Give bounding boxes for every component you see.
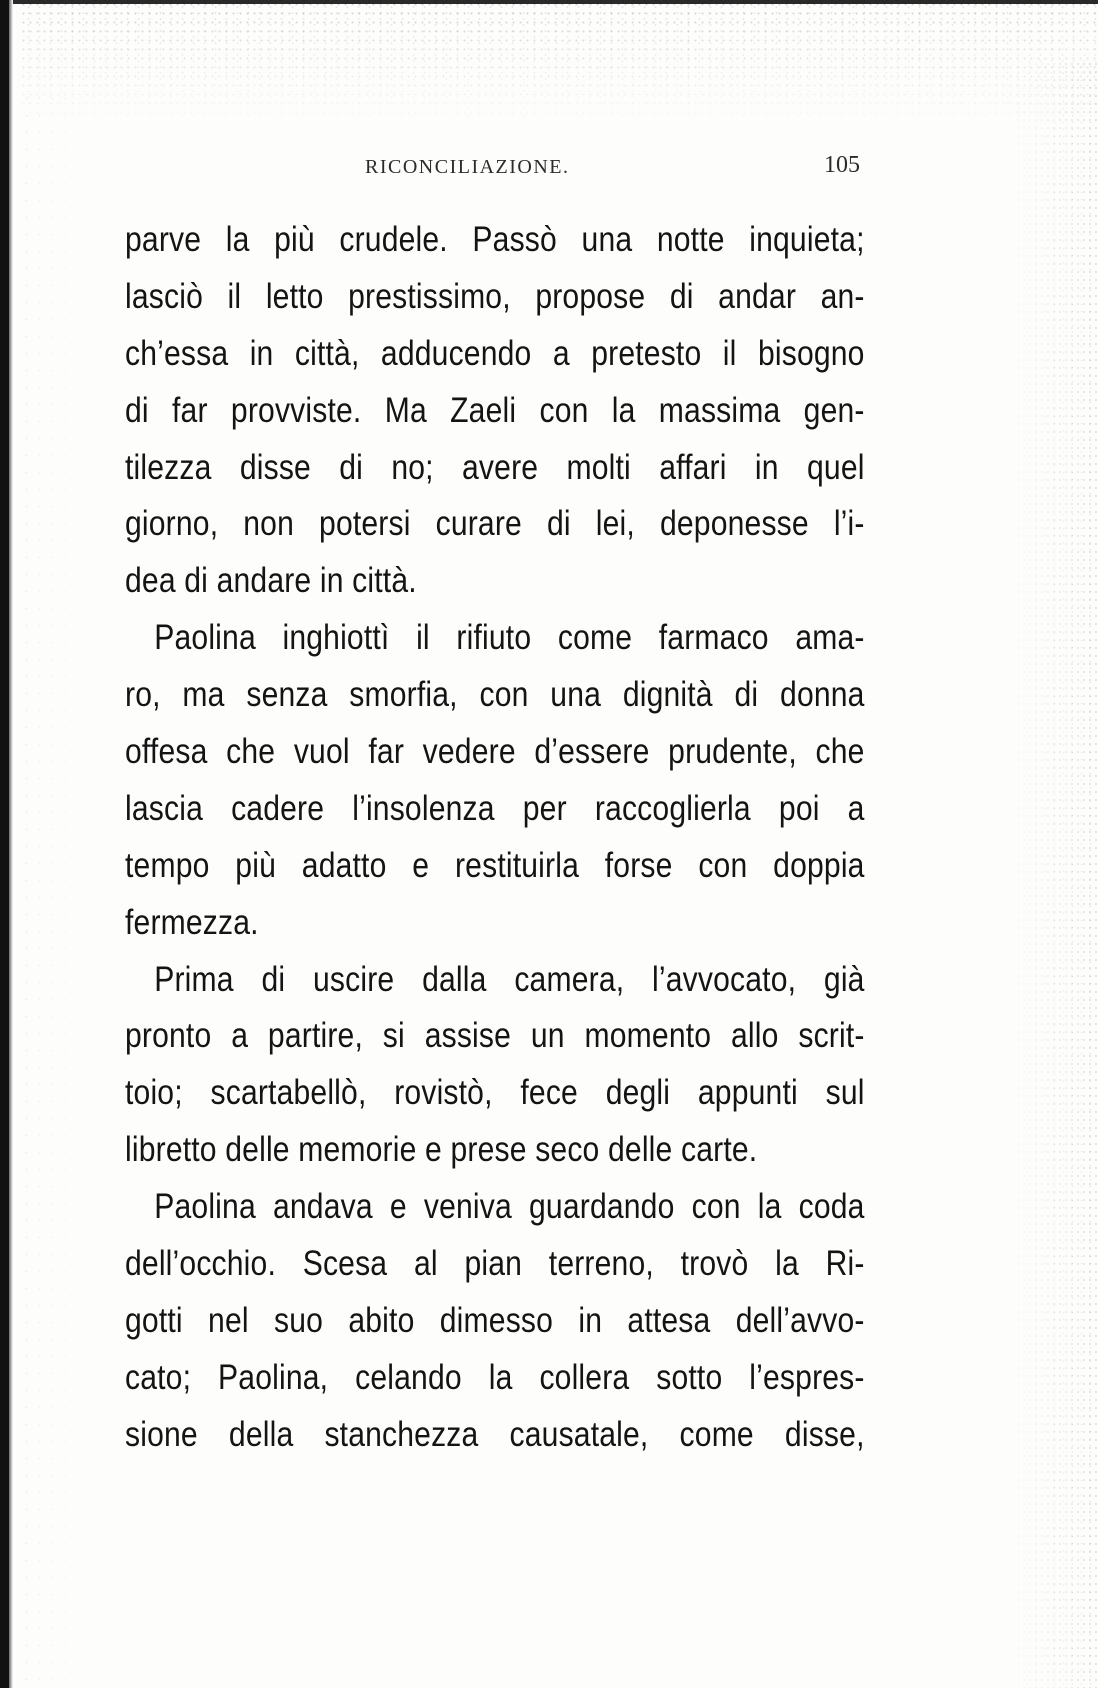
- text-line: Paolina inghiottì il rifiuto come farmaco ama-: [154, 618, 865, 658]
- text-line: sione della stanchezza causatale, come disse,: [125, 1414, 865, 1454]
- text-line: lascia cadere l’insolenza per raccoglierla poi a: [125, 788, 865, 828]
- text-line: offesa che vuol far vedere d’essere prudente, che: [125, 732, 865, 772]
- text-line: libretto delle memorie e prese seco delle carte.: [125, 1130, 758, 1170]
- scan-binding-shadow: [9, 0, 13, 1688]
- paragraph: [125, 952, 865, 1180]
- text-line: tilezza disse di no; avere molti affari in quel: [125, 447, 865, 487]
- text-line: gotti nel suo abito dimesso in attesa dell’avvo-: [125, 1300, 865, 1340]
- text-line: cato; Paolina, celando la collera sotto l’espres-: [125, 1357, 865, 1397]
- body-text: [125, 212, 865, 1464]
- text-line: pronto a partire, si assise un momento allo scrit-: [125, 1016, 865, 1056]
- text-line: dea di andare in città.: [125, 561, 417, 601]
- scan-noise-right: [1003, 60, 1098, 1688]
- text-line: giorno, non potersi curare di lei, deponesse l’i-: [125, 504, 865, 544]
- text-line: ch’essa in città, adducendo a pretesto il bisogno: [125, 333, 865, 373]
- paragraph: [125, 610, 865, 951]
- scan-noise-left: [20, 90, 100, 1688]
- text-line: dell’occhio. Scesa al pian terreno, trovò la Ri-: [125, 1244, 865, 1284]
- text-line: fermezza.: [125, 902, 259, 942]
- text-line: Prima di uscire dalla camera, l’avvocato, già: [154, 959, 865, 999]
- text-line: parve la più crudele. Passò una notte inquieta;: [125, 220, 865, 259]
- text-line: di far provviste. Ma Zaeli con la massima gen-: [125, 390, 865, 430]
- text-line: tempo più adatto e restituirla forse con doppia: [125, 845, 865, 885]
- page-number: 105: [824, 152, 860, 178]
- scan-noise-top: [20, 0, 1098, 130]
- text-line: toio; scartabellò, rovistò, fece degli appunti sul: [125, 1073, 865, 1113]
- paragraph: [125, 212, 865, 610]
- running-head: RICONCILIAZIONE.: [365, 156, 570, 178]
- paragraph: [125, 1179, 865, 1463]
- page-header: [125, 150, 860, 190]
- text-line: lasciò il letto prestissimo, propose di andar an-: [125, 276, 865, 316]
- scan-binding-edge: [0, 0, 9, 1688]
- text-line: ro, ma senza smorfia, con una dignità di donna: [125, 675, 865, 715]
- text-line: Paolina andava e veniva guardando con la coda: [154, 1187, 865, 1227]
